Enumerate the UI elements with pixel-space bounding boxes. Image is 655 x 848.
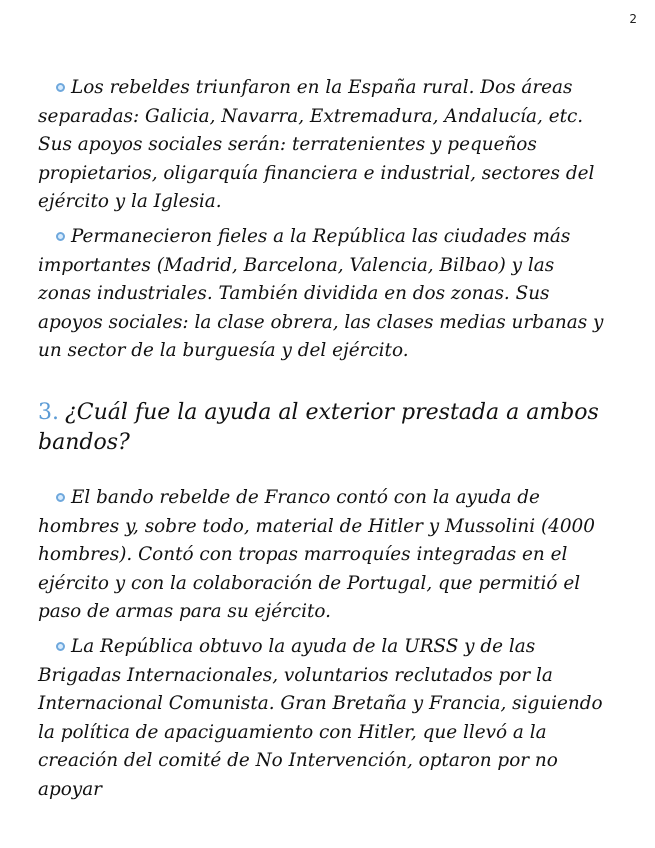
- bullet-circle-icon: [56, 232, 65, 241]
- question-number: 3.: [38, 399, 59, 425]
- paragraph-text: Los rebeldes triunfaron en la España rural. Dos áreas separadas: Galicia, Navarra, Extremadura, Andalucía, etc. Sus apoyos sociales serán: terratenientes y pequeños propietarios, oligarquía financiera e industrial, sectores del ejército y la Iglesia.: [38, 77, 595, 213]
- paragraph-text: Permanecieron fieles a la República las ciudades más importantes (Madrid, Barcelona, Valencia, Bilbao) y las zonas industriales. También dividida en dos zonas. Sus apoyos sociales: la clase obrera, las clases medias urbanas y un sector de la burguesía y del ejército.: [38, 225, 604, 362]
- section-foreign-aid: [38, 484, 604, 805]
- list-item: [38, 633, 604, 805]
- list-item: [38, 223, 604, 366]
- handwritten-notes: [38, 74, 604, 810]
- paragraph-text: La República obtuvo la ayuda de la URSS y de las Brigadas Internacionales, voluntarios reclutados por la Internacional Comunista. Gran Bretaña y Francia, siguiendo la política de apaciguamiento con Hitler, que llevó a la creación del comité de No Intervención, optaron por no apoyar: [38, 635, 603, 800]
- bullet-circle-icon: [56, 493, 65, 502]
- page-number: 2: [629, 12, 637, 26]
- section-zones: [38, 74, 604, 366]
- bullet-circle-icon: [56, 642, 65, 651]
- bullet-circle-icon: [56, 83, 65, 92]
- list-item: [38, 484, 604, 627]
- paragraph-text: El bando rebelde de Franco contó con la ayuda de hombres y, sobre todo, material de Hitler y Mussolini (4000 hombres). Contó con tropas marroquíes integradas en el ejército y con la colaboración de Portugal, que permitió el paso de armas para su ejército.: [38, 486, 595, 623]
- question-heading: [38, 398, 604, 458]
- question-text: ¿Cuál fue la ayuda al exterior prestada a ambos bandos?: [38, 399, 599, 455]
- list-item: [38, 74, 604, 217]
